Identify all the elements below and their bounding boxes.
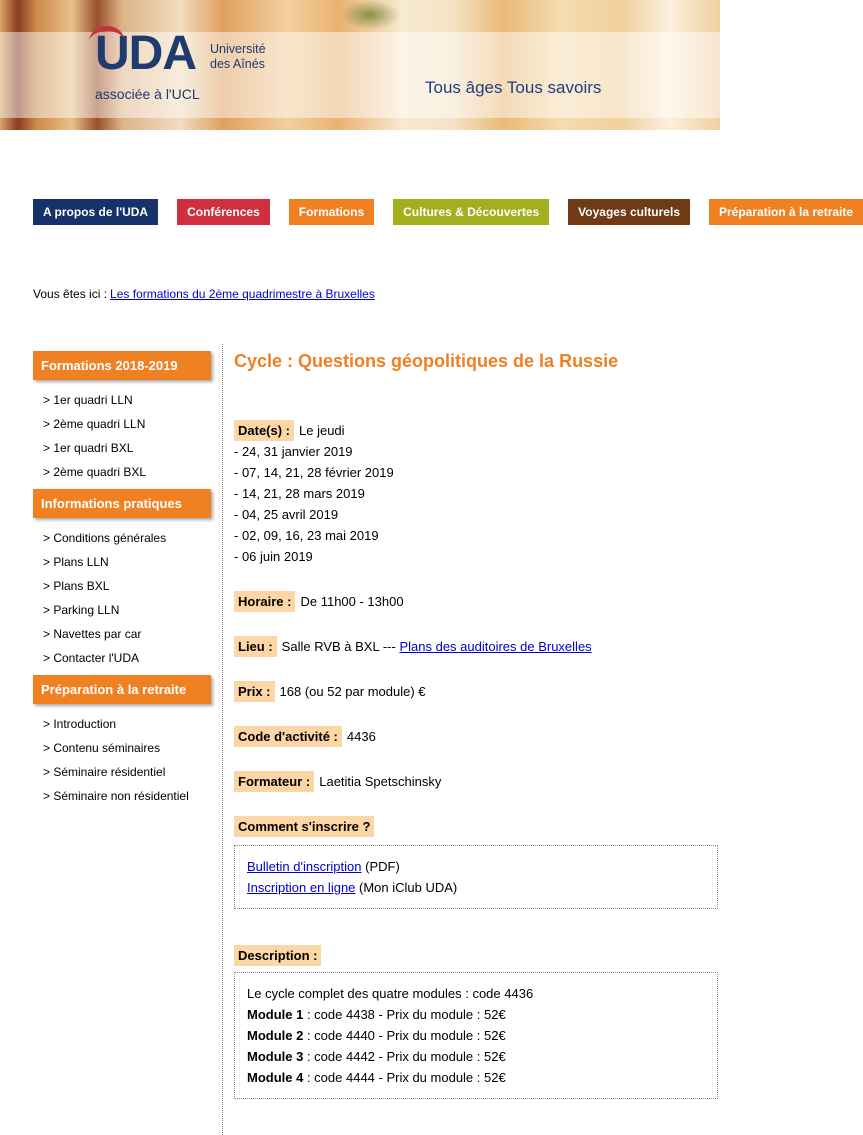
code-activite-row xyxy=(234,726,718,747)
sidebar-item-seminaire-non-residentiel[interactable]: > Séminaire non résidentiel xyxy=(43,789,189,803)
nav-item-preparation-retraite[interactable]: Préparation à la retraite xyxy=(709,199,863,225)
content-divider xyxy=(222,344,223,1135)
sidebar-item-seminaire-residentiel[interactable]: > Séminaire résidentiel xyxy=(43,765,166,779)
date-line: - 14, 21, 28 mars 2019 xyxy=(234,486,365,501)
lieu-label: Lieu : xyxy=(234,636,277,657)
module-line xyxy=(247,1046,705,1067)
lieu-row xyxy=(234,636,718,657)
site-header xyxy=(0,0,720,130)
module-detail: : code 4444 - Prix du module : 52€ xyxy=(303,1070,506,1085)
breadcrumb-link[interactable]: Les formations du 2ème quadrimestre à Bruxelles xyxy=(110,287,375,301)
content xyxy=(234,344,720,1135)
date-line: - 24, 31 janvier 2019 xyxy=(234,444,353,459)
module-name: Module 2 xyxy=(247,1028,304,1043)
sidebar-header-formations: Formations 2018-2019 xyxy=(33,351,211,380)
sidebar-item-plans-bxl[interactable]: > Plans BXL xyxy=(43,579,110,593)
prix-label: Prix : xyxy=(234,681,275,702)
breadcrumb-prefix: Vous êtes ici : xyxy=(33,287,108,301)
main-nav xyxy=(33,199,863,225)
module-name: Module 3 xyxy=(247,1049,304,1064)
sidebar-list-preparation-retraite xyxy=(33,717,211,803)
nav-item-conferences[interactable]: Conférences xyxy=(177,199,270,225)
sidebar-item-parking-lln[interactable]: > Parking LLN xyxy=(43,603,120,617)
nav-item-formations[interactable]: Formations xyxy=(289,199,374,225)
formateur-value: Laetitia Spetschinsky xyxy=(319,774,442,789)
lieu-value: Salle RVB à BXL --- xyxy=(281,639,396,654)
sidebar-header-infos-pratiques: Informations pratiques xyxy=(33,489,211,518)
sidebar-item-2eme-quadri-lln[interactable]: > 2ème quadri LLN xyxy=(43,417,146,431)
nav-item-voyages-culturels[interactable]: Voyages culturels xyxy=(568,199,690,225)
dates-label: Date(s) : xyxy=(234,420,294,441)
dates-value: Le jeudi xyxy=(299,423,345,438)
main-area xyxy=(33,344,720,1135)
header-tagline: Tous âges Tous savoirs xyxy=(425,78,602,97)
module-line xyxy=(247,1025,705,1046)
course-fields xyxy=(234,420,718,1099)
description-box xyxy=(234,972,718,1099)
sidebar-item-conditions-generales[interactable]: > Conditions générales xyxy=(43,531,167,545)
description-intro: Le cycle complet des quatre modules : code 4436 xyxy=(247,986,534,1001)
sidebar-list-formations xyxy=(33,393,211,479)
code-activite-value: 4436 xyxy=(346,729,376,744)
description-header-row xyxy=(234,945,718,966)
description-label: Description : xyxy=(234,945,321,966)
logo-subtitle: Université des Aînés xyxy=(210,42,266,71)
prix-value: 168 (ou 52 par module) € xyxy=(279,684,426,699)
formateur-row xyxy=(234,771,718,792)
horaire-row xyxy=(234,591,718,612)
sidebar-list-infos-pratiques xyxy=(33,531,211,665)
prix-row xyxy=(234,681,718,702)
sidebar-header-preparation-retraite: Préparation à la retraite xyxy=(33,675,211,704)
horaire-value: De 11h00 - 13h00 xyxy=(300,594,404,609)
breadcrumb xyxy=(33,287,720,302)
code-activite-label: Code d'activité : xyxy=(234,726,342,747)
module-name: Module 1 xyxy=(247,1007,304,1022)
date-line: - 04, 25 avril 2019 xyxy=(234,507,339,522)
date-line: - 02, 09, 16, 23 mai 2019 xyxy=(234,528,379,543)
module-line xyxy=(247,1004,705,1025)
module-name: Module 4 xyxy=(247,1070,304,1085)
sidebar-item-contacter-uda[interactable]: > Contacter l'UDA xyxy=(43,651,139,665)
sidebar-item-introduction[interactable]: > Introduction xyxy=(43,717,117,731)
formateur-label: Formateur : xyxy=(234,771,314,792)
bulletin-inscription-link[interactable]: Bulletin d'inscription xyxy=(247,859,362,874)
inscription-en-ligne-link[interactable]: Inscription en ligne xyxy=(247,880,356,895)
sidebar-item-1er-quadri-bxl[interactable]: > 1er quadri BXL xyxy=(43,441,134,455)
module-detail: : code 4438 - Prix du module : 52€ xyxy=(303,1007,506,1022)
inscription-header-row xyxy=(234,816,718,837)
inscription-en-ligne-suffix: (Mon iClub UDA) xyxy=(355,880,458,895)
logo-acronym: UDA xyxy=(95,27,196,80)
nav-item-a-propos[interactable]: A propos de l'UDA xyxy=(33,199,158,225)
bulletin-inscription-suffix: (PDF) xyxy=(361,859,400,874)
page-title: Cycle : Questions géopolitiques de la Russie xyxy=(234,351,619,371)
sidebar-item-2eme-quadri-bxl[interactable]: > 2ème quadri BXL xyxy=(43,465,147,479)
uda-logo[interactable] xyxy=(95,27,288,102)
horaire-label: Horaire : xyxy=(234,591,295,612)
dates-block xyxy=(234,420,718,567)
sidebar xyxy=(33,344,211,1135)
inscription-box xyxy=(234,845,718,909)
sidebar-item-plans-lln[interactable]: > Plans LLN xyxy=(43,555,109,569)
sidebar-item-contenu-seminaires[interactable]: > Contenu séminaires xyxy=(43,741,161,755)
module-detail: : code 4442 - Prix du module : 52€ xyxy=(303,1049,506,1064)
module-detail: : code 4440 - Prix du module : 52€ xyxy=(303,1028,506,1043)
date-line: - 06 juin 2019 xyxy=(234,549,313,564)
sidebar-item-navettes-par-car[interactable]: > Navettes par car xyxy=(43,627,142,641)
sidebar-item-1er-quadri-lln[interactable]: > 1er quadri LLN xyxy=(43,393,133,407)
logo-association: associée à l'UCL xyxy=(95,86,200,102)
inscription-label: Comment s'inscrire ? xyxy=(234,816,374,837)
nav-item-cultures-decouvertes[interactable]: Cultures & Découvertes xyxy=(393,199,549,225)
date-line: - 07, 14, 21, 28 février 2019 xyxy=(234,465,394,480)
plans-auditoires-link[interactable]: Plans des auditoires de Bruxelles xyxy=(399,639,592,654)
module-line xyxy=(247,1067,705,1088)
